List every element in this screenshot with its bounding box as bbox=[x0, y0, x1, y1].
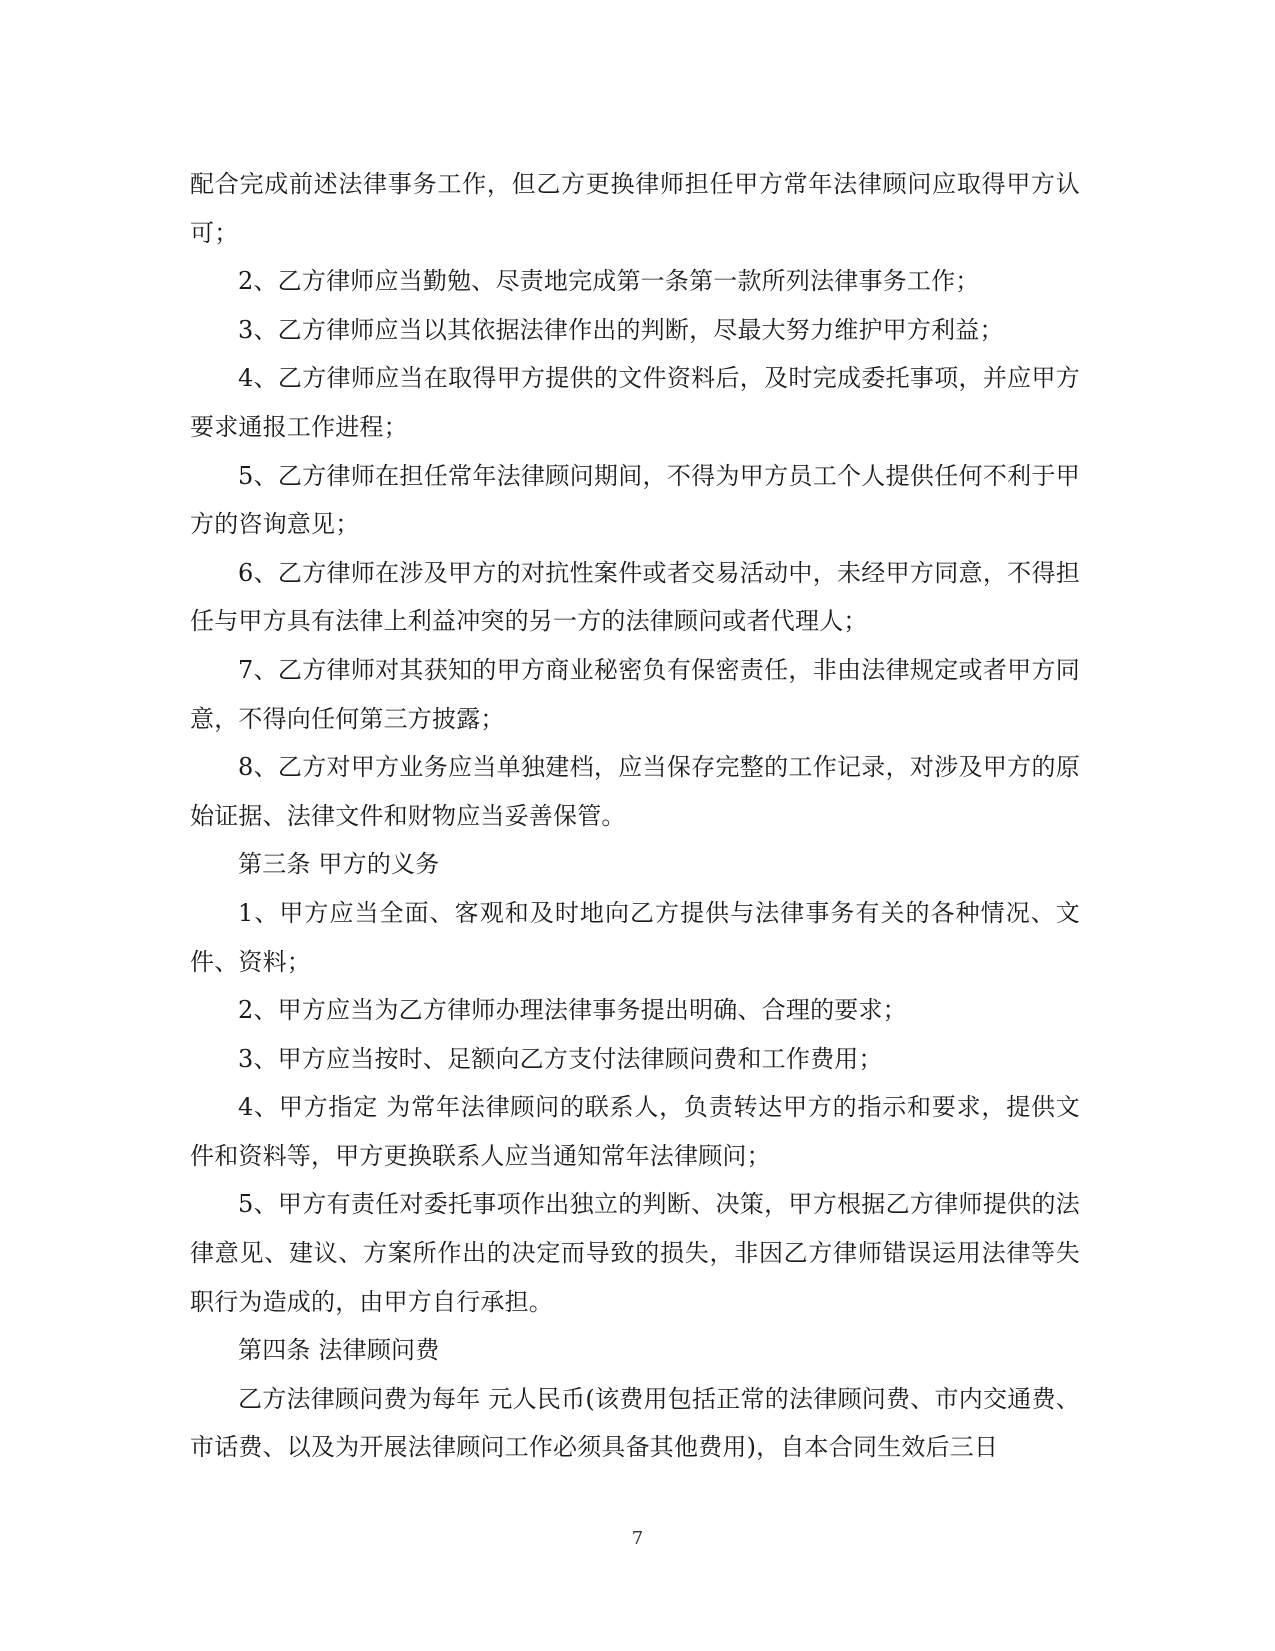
section-heading-article-3: 第三条 甲方的义务 bbox=[238, 850, 440, 879]
paragraph-clause-5: 5、乙方律师在担任常年法律顾问期间，不得为甲方员工个人提供任何不利于甲方的咨询意见； bbox=[190, 461, 1080, 539]
paragraph-party-a-duty-4: 4、甲方指定 为常年法律顾问的联系人，负责转达甲方的指示和要求，提供文件和资料等，甲方更换联系人应当通知常年法律顾问； bbox=[190, 1093, 1080, 1170]
paragraph-clause-6: 6、乙方律师在涉及甲方的对抗性案件或者交易活动中，未经甲方同意，不得担任与甲方具有法律上利益冲突的另一方的法律顾问或者代理人； bbox=[190, 558, 1080, 636]
paragraph-continuation: 配合完成前述法律事务工作，但乙方更换律师担任甲方常年法律顾问应取得甲方认可； bbox=[190, 170, 1080, 247]
page-number: 7 bbox=[631, 1528, 644, 1549]
paragraph-counsel-fee: 乙方法律顾问费为每年 元人民币(该费用包括正常的法律顾问费、市内交通费、市话费、以及为开展法律顾问工作必须具备其他费用)，自本合同生效后三日 bbox=[190, 1384, 1080, 1462]
paragraph-clause-7: 7、乙方律师对其获知的甲方商业秘密负有保密责任，非由法律规定或者甲方同意，不得向任何第三方披露； bbox=[190, 655, 1080, 733]
paragraph-party-a-duty-5: 5、甲方有责任对委托事项作出独立的判断、决策，甲方根据乙方律师提供的法律意见、建议、方案所作出的决定而导致的损失，非因乙方律师错误运用法律等失职行为造成的，由甲方自行承担。 bbox=[190, 1190, 1080, 1316]
paragraph-party-a-duty-3: 3、甲方应当按时、足额向乙方支付法律顾问费和工作费用； bbox=[238, 1044, 883, 1073]
paragraph-party-a-duty-1: 1、甲方应当全面、客观和及时地向乙方提供与法律事务有关的各种情况、文件、资料； bbox=[190, 898, 1080, 976]
paragraph-clause-3: 3、乙方律师应当以其依据法律作出的判断，尽最大努力维护甲方利益； bbox=[238, 315, 1004, 344]
paragraph-clause-4: 4、乙方律师应当在取得甲方提供的文件资料后，及时完成委托事项，并应甲方要求通报工作进程； bbox=[190, 364, 1080, 441]
paragraph-party-a-duty-2: 2、甲方应当为乙方律师办理法律事务提出明确、合理的要求； bbox=[238, 996, 907, 1025]
document-body bbox=[190, 160, 1080, 1472]
paragraph-clause-2: 2、乙方律师应当勤勉、尽责地完成第一条第一款所列法律事务工作； bbox=[238, 267, 980, 296]
paragraph-clause-8: 8、乙方对甲方业务应当单独建档，应当保存完整的工作记录，对涉及甲方的原始证据、法律文件和财物应当妥善保管。 bbox=[190, 753, 1080, 830]
section-heading-article-4: 第四条 法律顾问费 bbox=[238, 1336, 440, 1365]
